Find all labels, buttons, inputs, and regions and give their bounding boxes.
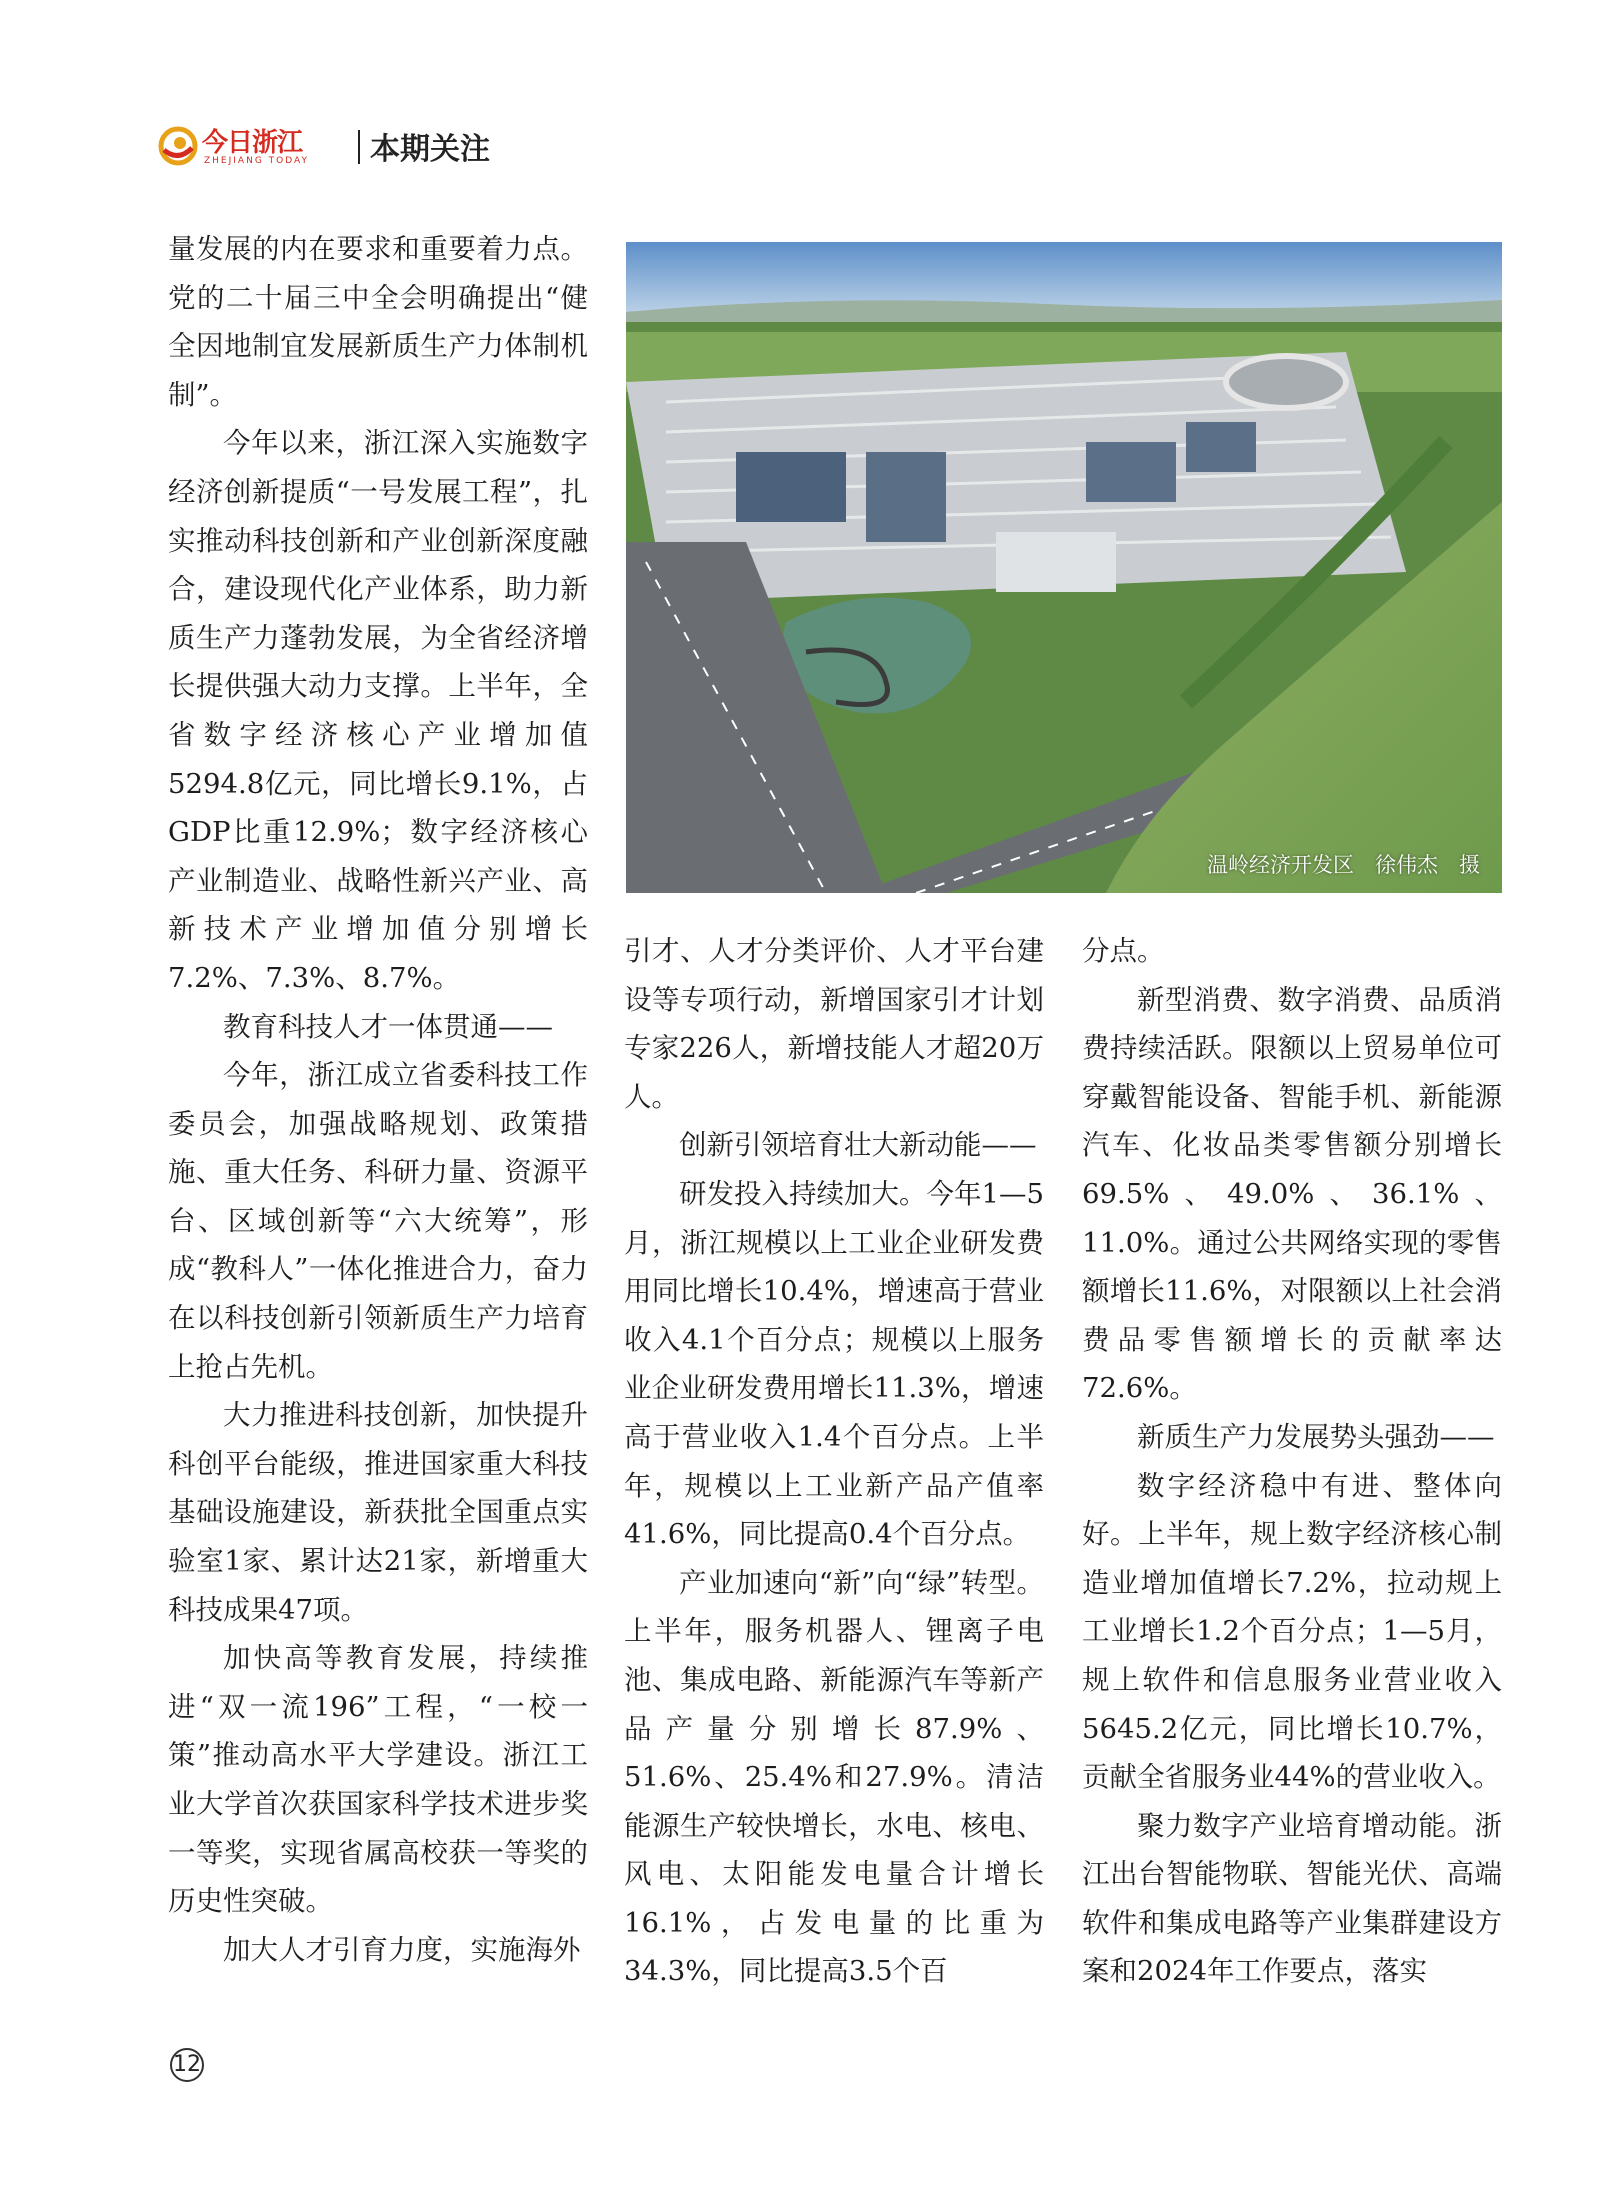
photo-caption: 温岭经济开发区 徐伟杰 摄 — [1207, 853, 1480, 877]
paragraph: 大力推进科技创新，加快提升科创平台能级，推进国家重大科技基础设施建设，新获批全国重点实验室1家、累计达21家，新增重大科技成果47项。 — [168, 1399, 588, 1626]
header-divider — [358, 130, 360, 164]
text-column-2 — [624, 927, 1044, 1996]
logo-text-cn: 今日浙江 — [202, 128, 303, 158]
subheading: 教育科技人才一体贯通—— — [223, 1010, 553, 1043]
paragraph: 数字经济稳中有进、整体向好。上半年，规上数字经济核心制造业增加值增长7.2%，拉动规上工业增长1.2个百分点；1—5月，规上软件和信息服务业营业收入5645.2亿元，同比增长10.7%，贡献全省服务业44%的营业收入。 — [1082, 1469, 1502, 1794]
paragraph: 引才、人才分类评价、人才平台建设等专项行动，新增国家引才计划专家226人，新增技能人才超20万人。 — [624, 935, 1044, 1113]
aerial-photo — [626, 242, 1502, 893]
page-header — [158, 118, 558, 174]
paragraph: 产业加速向“新”向“绿”转型。上半年，服务机器人、锂离子电池、集成电路、新能源汽车等新产品产量分别增长87.9%、51.6%、25.4%和27.9%。清洁能源生产较快增长，水电、核电、风电、太阳能发电量合计增长16.1%，占发电量的比重为34.3%，同比提高3.5个百 — [624, 1566, 1044, 1988]
subheading: 创新引领培育壮大新动能—— — [679, 1129, 1037, 1162]
paragraph: 今年，浙江成立省委科技工作委员会，加强战略规划、政策措施、重大任务、科研力量、资源平台、区域创新等“六大统筹”，形成“教科人”一体化推进合力，奋力在以科技创新引领新质生产力培育上抢占先机。 — [168, 1059, 588, 1383]
paragraph: 今年以来，浙江深入实施数字经济创新提质“一号发展工程”，扎实推动科技创新和产业创新深度融合，建设现代化产业体系，助力新质生产力蓬勃发展，为全省经济增长提供强大动力支撑。上半年，全省数字经济核心产业增加值5294.8亿元，同比增长9.1%，占GDP比重12.9%；数字经济核心产业制造业、战略性新兴产业、高新技术产业增加值分别增长7.2%、7.3%、8.7%。 — [168, 427, 588, 994]
publication-logo — [158, 118, 348, 174]
paragraph: 聚力数字产业培育增动能。浙江出台智能物联、智能光伏、高端软件和集成电路等产业集群建设方案和2024年工作要点，落实 — [1082, 1809, 1502, 1988]
subheading: 新质生产力发展势头强劲—— — [1137, 1420, 1495, 1453]
paragraph: 新型消费、数字消费、品质消费持续活跃。限额以上贸易单位可穿戴智能设备、智能手机、新能源汽车、化妆品类零售额分别增长69.5%、49.0%、36.1%、11.0%。通过公共网络实现的零售额增长11.6%，对限额以上社会消费品零售额增长的贡献率达72.6%。 — [1082, 983, 1502, 1405]
paragraph: 加大人才引育力度，实施海外 — [223, 1933, 581, 1966]
sun-logo-icon — [158, 126, 198, 166]
section-title: 本期关注 — [370, 132, 490, 167]
paragraph: 研发投入持续加大。今年1—5月，浙江规模以上工业企业研发费用同比增长10.4%，增速高于营业收入4.1个百分点；规模以上服务业企业研发费用增长11.3%，增速高于营业收入1.4个百分点。上半年，规模以上工业新产品产值率41.6%，同比提高0.4个百分点。 — [624, 1177, 1044, 1551]
page-number: 12 — [170, 2048, 204, 2082]
paragraph: 量发展的内在要求和重要着力点。党的二十届三中全会明确提出“健全因地制宜发展新质生产力体制机制”。 — [168, 233, 588, 411]
paragraph: 分点。 — [1082, 935, 1165, 967]
paragraph: 加快高等教育发展，持续推进“双一流196”工程，“一校一策”推动高水平大学建设。浙江工业大学首次获国家科学技术进步奖一等奖，实现省属高校获一等奖的历史性突破。 — [168, 1642, 588, 1918]
text-column-1 — [168, 225, 588, 1974]
logo-text-en: ZHEJIANG TODAY — [204, 156, 309, 166]
text-column-3 — [1082, 927, 1502, 1996]
aerial-photo-illustration — [626, 242, 1502, 893]
